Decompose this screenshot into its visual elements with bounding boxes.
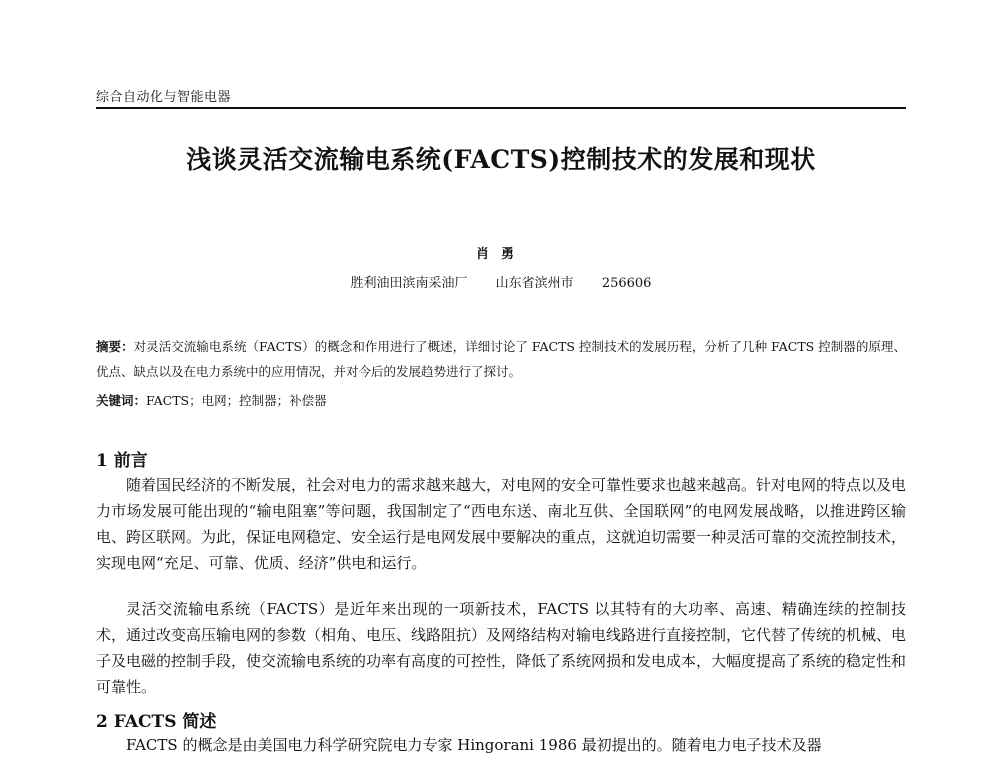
keywords-label: 关键词：: [96, 393, 147, 408]
author-affiliation: [96, 272, 906, 291]
affiliation-postcode: 256606: [601, 276, 652, 291]
abstract: [96, 334, 906, 384]
facts-paragraph-1: FACTS 的概念是由美国电力科学研究院电力专家 Hingorani 1986 最初提出的。随着电力电子技术及器: [126, 736, 822, 754]
abstract-text: 对灵活交流输电系统（FACTS）的概念和作用进行了概述，详细讨论了 FACTS 控制技术的发展历程，分析了几种 FACTS 控制器的原理、优点、缺点以及在电力系统中的应用情况，并对今后的发展趋势进行了探讨。: [96, 339, 906, 379]
section-heading-facts: 2 FACTS 简述: [96, 712, 217, 732]
keywords-text: FACTS；电网；控制器；补偿器: [146, 393, 327, 408]
author-name: 肖勇: [475, 247, 526, 262]
intro-paragraph-2: 灵活交流输电系统（FACTS）是近年来出现的一项新技术，FACTS 以其特有的大功率、高速、精确连续的控制技术，通过改变高压输电网的参数（相角、电压、线路阻抗）及网络结构对输电线路进行直接控制，它代替了传统的机械、电子及电磁的控制手段，使交流输电系统的功率有高度的可控性，降低了系统网损和发电成本，大幅度提高了系统的稳定性和可靠性。: [96, 600, 907, 696]
running-head: 综合自动化与智能电器: [96, 90, 232, 105]
paper-title: 浅谈灵活交流输电系统(FACTS)控制技术的发展和现状: [186, 145, 816, 174]
keywords: [96, 390, 906, 412]
intro-paragraph-1: 随着国民经济的不断发展，社会对电力的需求越来越大，对电网的安全可靠性要求也越来越高。针对电网的特点以及电力市场发展可能出现的“输电阻塞”等问题，我国制定了“西电东送、南北互供、全国联网”的电网发展战略，以推进跨区输电、跨区联网。为此，保证电网稳定、安全运行是电网发展中要解决的重点，这就迫切需要一种灵活可靠的交流控制技术，实现电网“充足、可靠、优质、经济”供电和运行。: [96, 476, 907, 572]
abstract-label: 摘要：: [96, 339, 134, 354]
section-heading-intro: 1 前言: [96, 451, 148, 471]
affiliation-org: 胜利油田滨南采油厂: [350, 276, 468, 291]
header-rule: [96, 107, 906, 109]
affiliation-city: 山东省滨州市: [495, 276, 574, 291]
